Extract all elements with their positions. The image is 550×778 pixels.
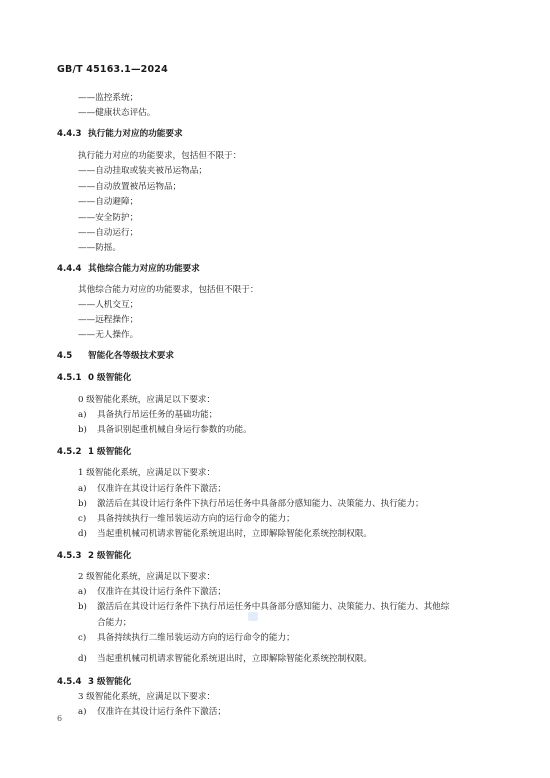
list-item <box>78 498 424 510</box>
section-heading <box>57 372 131 384</box>
dash-list-item: ——安全防护； <box>78 213 139 223</box>
list-item <box>78 586 226 598</box>
section-title: 0 级智能化 <box>88 373 132 383</box>
dash-list-item: ——自动避障； <box>78 197 139 207</box>
list-item-label: b) <box>78 602 87 612</box>
list-item-text: 具备持续执行一维吊装运动方向的运行命令的能力； <box>97 514 295 524</box>
page-number: 6 <box>57 714 63 723</box>
paragraph: 2 级智能化系统，应满足以下要求： <box>78 572 216 582</box>
list-item <box>78 424 252 436</box>
list-item-label: b) <box>78 499 87 509</box>
section-number: 4.5.1 <box>57 373 82 383</box>
section-number: 4.4.4 <box>57 264 82 274</box>
section-heading <box>57 550 131 562</box>
watermark-icon <box>248 612 258 621</box>
dash-list-item: ——无人操作。 <box>78 330 139 340</box>
section-title: 3 级智能化 <box>88 677 132 687</box>
list-item-label: a) <box>78 410 87 420</box>
list-item-label: c) <box>78 514 87 524</box>
list-item-label: a) <box>78 587 87 597</box>
list-item-label: b) <box>78 425 87 435</box>
section-title: 智能化各等级技术要求 <box>88 351 174 361</box>
dash-list-item: ——自动放置被吊运物品； <box>78 182 182 192</box>
section-number: 4.5.4 <box>57 677 82 687</box>
list-item <box>78 706 226 718</box>
dash-list-item: ——自动挂取或装夹被吊运物品； <box>78 166 207 176</box>
dash-list-item: ——防摇。 <box>78 243 121 253</box>
section-number: 4.5.2 <box>57 447 82 457</box>
list-item-text: 当起重机械司机请求智能化系统退出时，立即解除智能化系统控制权限。 <box>97 529 373 539</box>
list-item-text: 当起重机械司机请求智能化系统退出时，立即解除智能化系统控制权限。 <box>97 654 373 664</box>
paragraph: 3 级智能化系统，应满足以下要求： <box>78 692 216 702</box>
list-item-text: 激活后在其设计运行条件下执行吊运任务中具备部分感知能力、决策能力、执行能力、其他综 <box>97 602 450 612</box>
list-item-label: a) <box>78 707 87 717</box>
paragraph: 执行能力对应的功能要求，包括但不限于： <box>78 151 242 161</box>
paragraph: 0 级智能化系统，应满足以下要求： <box>78 395 216 405</box>
list-item-text: 具备持续执行二维吊装运动方向的运行命令的能力； <box>97 633 295 643</box>
dash-list-item: ——监控系统； <box>78 93 139 103</box>
section-heading <box>57 128 183 140</box>
list-item <box>78 632 295 644</box>
section-heading <box>57 350 174 362</box>
list-item-text: 仅准许在其设计运行条件下激活； <box>97 587 226 597</box>
list-item-label: a) <box>78 484 87 494</box>
list-item <box>78 409 217 421</box>
list-item <box>78 653 372 665</box>
list-item-label: c) <box>78 633 87 643</box>
section-title: 执行能力对应的功能要求 <box>88 129 183 139</box>
section-heading <box>57 676 131 688</box>
dash-list-item: ——远程操作； <box>78 315 139 325</box>
list-item <box>78 483 226 495</box>
section-heading <box>57 263 200 275</box>
list-item-text: 仅准许在其设计运行条件下激活； <box>97 484 226 494</box>
section-number: 4.5 <box>57 351 73 361</box>
paragraph: 其他综合能力对应的功能要求，包括但不限于： <box>78 285 259 295</box>
section-title: 其他综合能力对应的功能要求 <box>88 264 200 274</box>
list-item-text: 仅准许在其设计运行条件下激活； <box>97 707 226 717</box>
section-heading <box>57 446 131 458</box>
dash-list-item: ——健康状态评估。 <box>78 108 156 118</box>
section-number: 4.4.3 <box>57 129 82 139</box>
dash-list-item: ——自动运行； <box>78 228 139 238</box>
section-title: 1 级智能化 <box>88 447 132 457</box>
list-item <box>78 601 449 613</box>
paragraph: 1 级智能化系统，应满足以下要求： <box>78 468 216 478</box>
standard-header: GB/T 45163.1—2024 <box>57 64 168 75</box>
list-item-text: 具备执行吊运任务的基础功能； <box>97 410 218 420</box>
list-item-label: d) <box>78 654 87 664</box>
dash-list-item: ——人机交互； <box>78 300 139 310</box>
section-number: 4.5.3 <box>57 551 82 561</box>
list-item-label: d) <box>78 529 87 539</box>
list-item-continuation: 合能力； <box>97 618 132 628</box>
section-title: 2 级智能化 <box>88 551 132 561</box>
list-item-text: 具备识别起重机械自身运行参数的功能。 <box>97 425 252 435</box>
list-item <box>78 513 295 525</box>
list-item <box>78 528 372 540</box>
list-item-text: 激活后在其设计运行条件下执行吊运任务中具备部分感知能力、决策能力、执行能力； <box>97 499 424 509</box>
